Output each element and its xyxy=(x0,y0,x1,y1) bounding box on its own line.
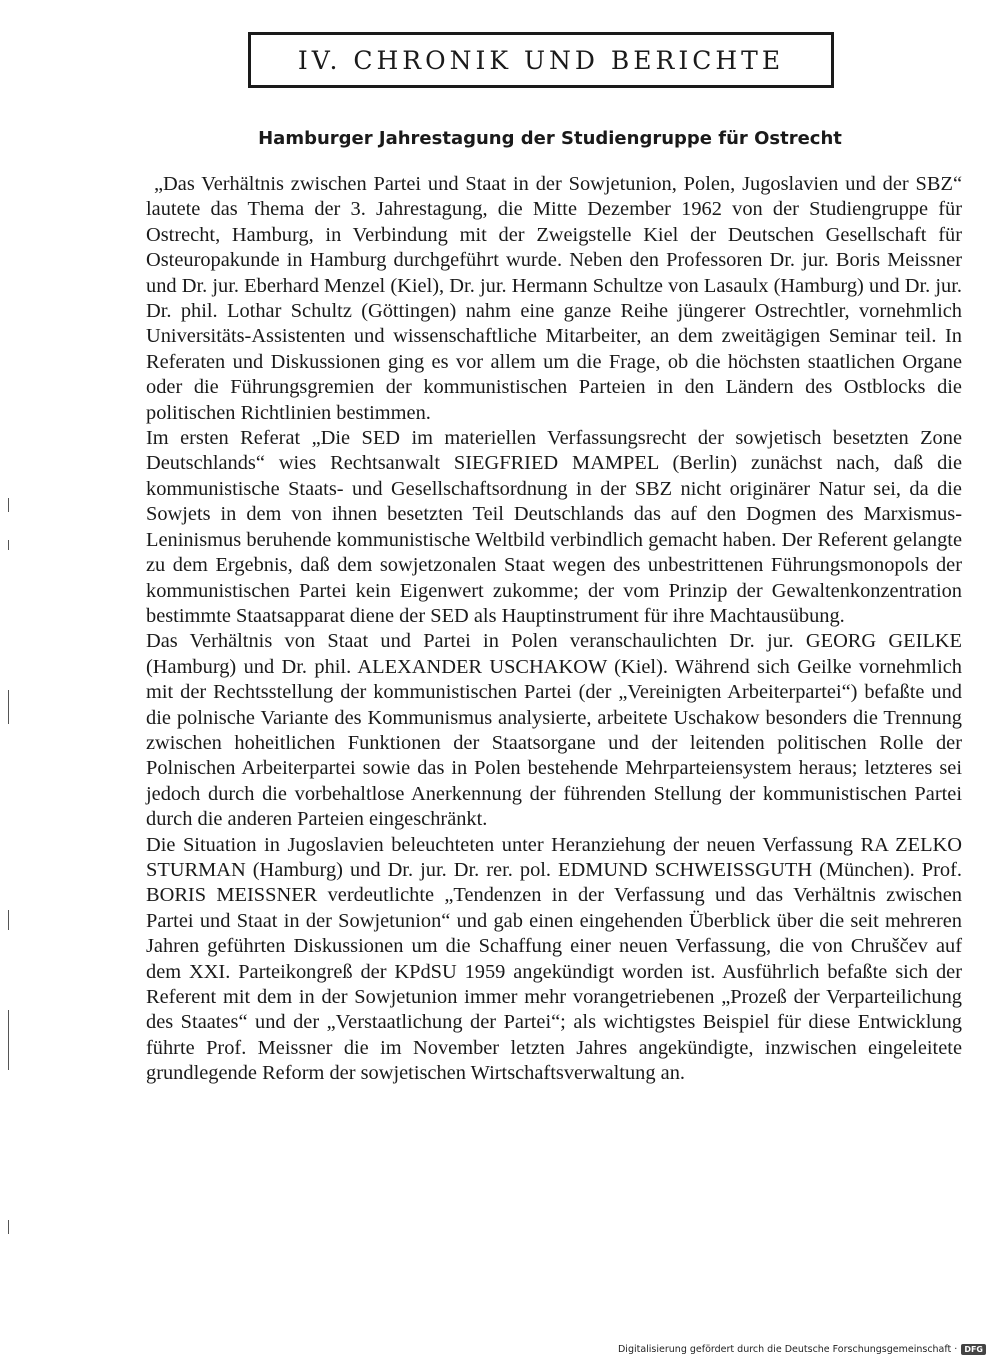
article-title: Hamburger Jahrestagung der Studiengruppe für Ostrecht xyxy=(258,128,842,149)
article-paragraph-1: „Das Verhältnis zwischen Partei und Staat in der Sowjetunion, Polen, Jugoslavien und der SBZ“ lautete das Thema der 3. Jahrestagung, die Mitte Dezember 1962 von der Studiengruppe für Ostrecht, Hamburg, in Verbindung mit der Zweigstelle Kiel der Deutschen Gesellschaft für Osteuropakunde in Hamburg durchgeführt wurde. Neben den Professoren Dr. jur. Boris Meissner und Dr. jur. Eberhard Menzel (Kiel), Dr. jur. Hermann Schultze von Lasaulx (Hamburg) und Dr. jur. Dr. phil. Lothar Schultz (Göttingen) nahm eine ganze Reihe jüngerer Ostrechtler, vornehmlich Universitäts-Assistenten und wissenschaftliche Mitarbeiter, an dem zweitägigen Seminar teil. In Referaten und Diskussionen ging es vor allem um die Frage, ob die höchsten staatlichen Organe oder die Führungsgremien der kommunistischen Parteien in den Ländern des Ostblocks die politischen Richtlinien bestimmen. xyxy=(146,173,962,424)
footer-text: Digitalisierung gefördert durch die Deutsche Forschungsgemeinschaft · xyxy=(617,1344,958,1355)
margin-scan-mark xyxy=(8,540,9,550)
article-paragraph-3: Das Verhältnis von Staat und Partei in Polen veranschaulichten Dr. jur. GEORG GEILKE (Hamburg) und Dr. phil. ALEXANDER USCHAKOW (Kiel). Während sich Geilke vornehmlich mit der Rechtsstellung der kommunistischen Partei (der „Vereinigten Arbeiterpartei“) befaßte und die polnische Variante des Kommunismus analysierte, arbeitete Uschakow besonders die Trennung zwischen hoheitlichen Funktionen der Staatsorgane und der leitenden politischen Rolle der Polnischen Arbeiterpartei sowie das in Polen bestehende Mehrparteiensystem heraus; letzteres sei jedoch durch die vorbehaltlose Anerkennung der führenden Stellung der kommunistischen Partei durch die anderen Parteien eingeschränkt. xyxy=(146,630,962,831)
article-body xyxy=(146,172,962,1087)
section-header-title: IV. CHRONIK UND BERICHTE xyxy=(297,45,785,75)
article-paragraph-2: Im ersten Referat „Die SED im materiellen Verfassungsrecht der sowjetisch besetzten Zone Deutschlands“ wies Rechtsanwalt SIEGFRIED MAMPEL (Berlin) zunächst nach, daß die kommunistische Staats- und Gesellschaftsordnung in der SBZ nicht originärer Natur sei, da die Sowjets in dem von ihnen besetzten Teil Deutschlands das auf den Dogmen des Marxismus-Leninismus beruhende kommunistische Weltbild verbindlich gemacht haben. Der Referent gelangte zu dem Ergebnis, daß dem sowjetzonalen Staat wegen des unbestrittenen Führungsmonopols der kommunistischen Partei kein Eigenwert zukomme; der vom Prinzip der Gewaltenkonzentration bestimmte Staatsapparat diene der SED als Hauptinstrument für ihre Machtausübung. xyxy=(146,427,962,627)
margin-scan-mark xyxy=(8,690,9,724)
margin-scan-mark xyxy=(8,498,9,512)
margin-scan-mark xyxy=(8,1010,9,1070)
article-paragraph-4: Die Situation in Jugoslavien beleuchteten unter Heranziehung der neuen Verfassung RA ZELKO STURMAN (Hamburg) und Dr. jur. Dr. rer. pol. EDMUND SCHWEISSGUTH (München). Prof. BORIS MEISSNER verdeutlichte „Tendenzen in der Verfassung und das Verhältnis zwischen Partei und Staat in der Sowjetunion“ und gab einen eingehenden Überblick über die seit mehreren Jahren geführten Diskussionen um die Schaffung einer neuen Verfassung, die von Chruščev auf dem XXI. Parteikongreß der KPdSU 1959 angekündigt worden ist. Ausführlich befaßte sich der Referent mit dem in der Sowjetunion immer mehr vorangetriebenen „Prozeß der Verparteilichung des Staates“ und der „Verstaatlichung der Partei“; als wichtigstes Beispiel für diese Entwicklung führte Prof. Meissner die im November letzten Jahres angekündigte, inzwischen eingeleitete grundlegende Reform der sowjetischen Wirtschaftsverwaltung an. xyxy=(146,833,962,1085)
margin-scan-mark xyxy=(8,1220,9,1234)
dfg-logo-badge: DFG xyxy=(961,1344,986,1355)
section-header-box xyxy=(248,32,834,88)
margin-scan-mark xyxy=(8,910,9,930)
digitization-footer xyxy=(618,1344,986,1355)
